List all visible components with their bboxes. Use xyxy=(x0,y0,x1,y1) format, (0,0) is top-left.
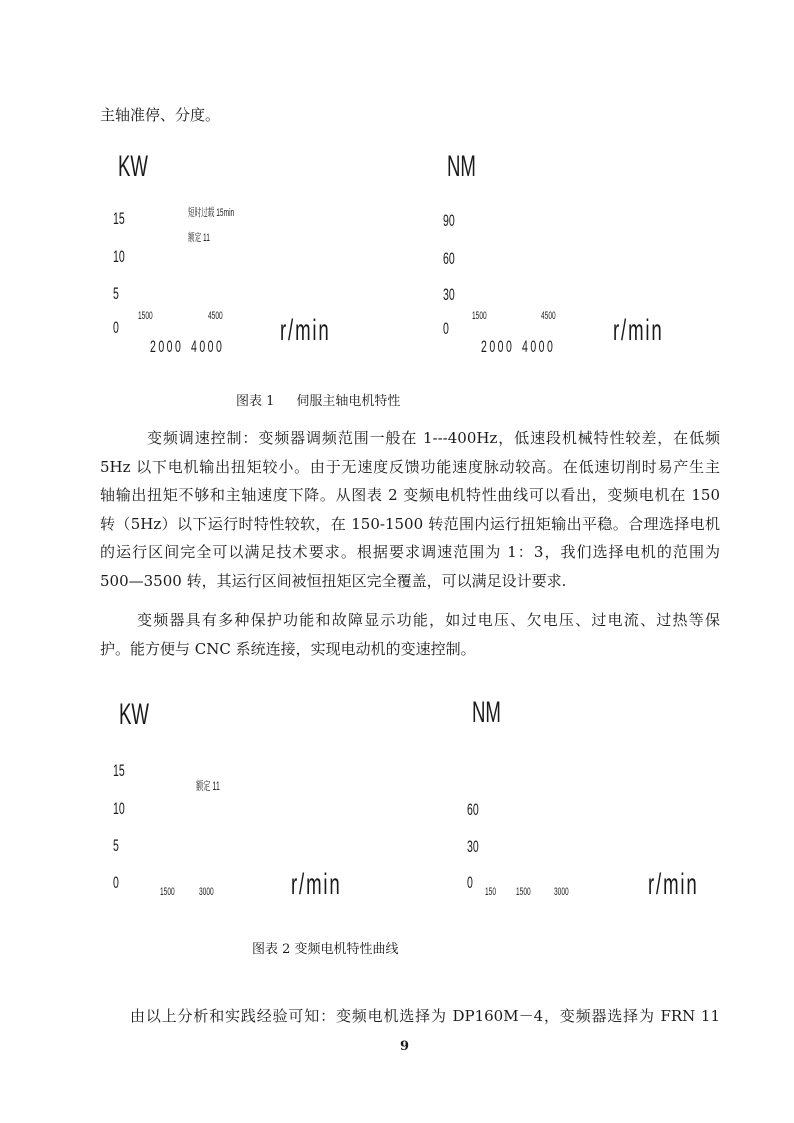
y-tick: 60 xyxy=(467,800,479,819)
annotation-rated: 额定 11 xyxy=(188,232,210,244)
kw-unit-label: KW xyxy=(119,698,149,731)
x-tick-top: 1500 xyxy=(138,310,153,322)
figure2-caption: 图表 2 变频电机特性曲线 xyxy=(252,942,399,957)
x-tick-top: 1500 xyxy=(472,310,487,322)
x-tick-bottom: 4000 xyxy=(191,337,225,356)
paragraph-line: 变频器具有多种保护功能和故障显示功能，如过电压、欠电压、过电流、过热等保 xyxy=(137,611,720,629)
y-tick: 90 xyxy=(443,211,455,230)
y-tick: 15 xyxy=(113,209,125,228)
paragraph-line: 500—3500 转，其运行区间被恒扭矩区完全覆盖，可以满足设计要求. xyxy=(100,571,567,590)
x-tick: 1500 xyxy=(160,886,175,898)
x-tick-bottom: 4000 xyxy=(522,337,556,356)
paragraph-conclusion xyxy=(100,1002,720,1031)
y-tick: 5 xyxy=(113,836,119,855)
intro-line: 主轴准停、分度。 xyxy=(100,106,221,124)
x-tick-top: 4500 xyxy=(541,310,556,322)
paragraph-line: 5Hz 以下电机输出扭矩较小。由于无速度反馈功能速度脉动较高。在低速切削时易产生主 xyxy=(100,457,720,476)
nm-unit-label: NM xyxy=(447,150,476,183)
y-tick: 15 xyxy=(113,761,125,780)
y-tick: 60 xyxy=(443,249,455,268)
paragraph-line: 由以上分析和实践经验可知：变频电机选择为 DP160M－4，变频器选择为 FRN 11 xyxy=(130,1007,720,1025)
x-unit-label: r/min xyxy=(280,314,331,347)
x-tick: 150 xyxy=(485,886,497,898)
y-tick: 0 xyxy=(113,873,119,892)
figure1-caption-text: 伺服主轴电机特性 xyxy=(296,394,401,409)
x-unit-label: r/min xyxy=(613,314,664,347)
kw-unit-label: KW xyxy=(118,150,148,183)
x-tick: 1500 xyxy=(516,886,531,898)
x-tick: 3000 xyxy=(554,886,569,898)
paragraph-line: 护。能方便与 CNC 系统连接，实现电动机的变速控制。 xyxy=(100,639,476,658)
y-tick: 30 xyxy=(467,837,479,856)
figure1-caption-number: 图表 1 xyxy=(236,394,275,409)
x-unit-label: r/min xyxy=(291,868,342,901)
x-tick-bottom: 2000 xyxy=(481,337,515,356)
paragraph-speed-control xyxy=(100,424,720,595)
figure1-caption xyxy=(236,390,400,409)
page-number: 9 xyxy=(400,1039,410,1054)
y-tick: 30 xyxy=(443,285,455,304)
y-tick: 10 xyxy=(113,799,125,818)
annotation-rated: 额定 11 xyxy=(196,779,220,793)
nm-unit-label: NM xyxy=(472,696,501,729)
annotation-short-overload: 短时过载 15min xyxy=(188,207,235,219)
paragraph-protection xyxy=(100,606,720,663)
paragraph-line: 轴输出扭矩不够和主轴速度下降。从图表 2 变频电机特性曲线可以看出，变频电机在 150 xyxy=(100,486,720,504)
y-tick: 0 xyxy=(443,319,449,338)
paragraph-line: 变频调速控制：变频器调频范围一般在 1---400Hz，低速段机械特性较差，在低频 xyxy=(147,429,720,447)
paragraph-line: 转（5Hz）以下运行时特性较软，在 150-1500 转范围内运行扭矩输出平稳。合理选择电机 xyxy=(100,514,720,533)
x-tick-bottom: 2000 xyxy=(150,337,184,356)
x-tick: 3000 xyxy=(199,886,214,898)
y-tick: 0 xyxy=(467,873,473,892)
y-tick: 5 xyxy=(113,284,119,303)
y-tick: 10 xyxy=(113,247,125,266)
x-unit-label: r/min xyxy=(648,868,699,901)
x-tick-top: 4500 xyxy=(208,310,223,322)
paragraph-line: 的运行区间完全可以满足技术要求。根据要求调速范围为 1：3，我们选择电机的范围为 xyxy=(100,543,720,561)
y-tick: 0 xyxy=(113,318,119,337)
